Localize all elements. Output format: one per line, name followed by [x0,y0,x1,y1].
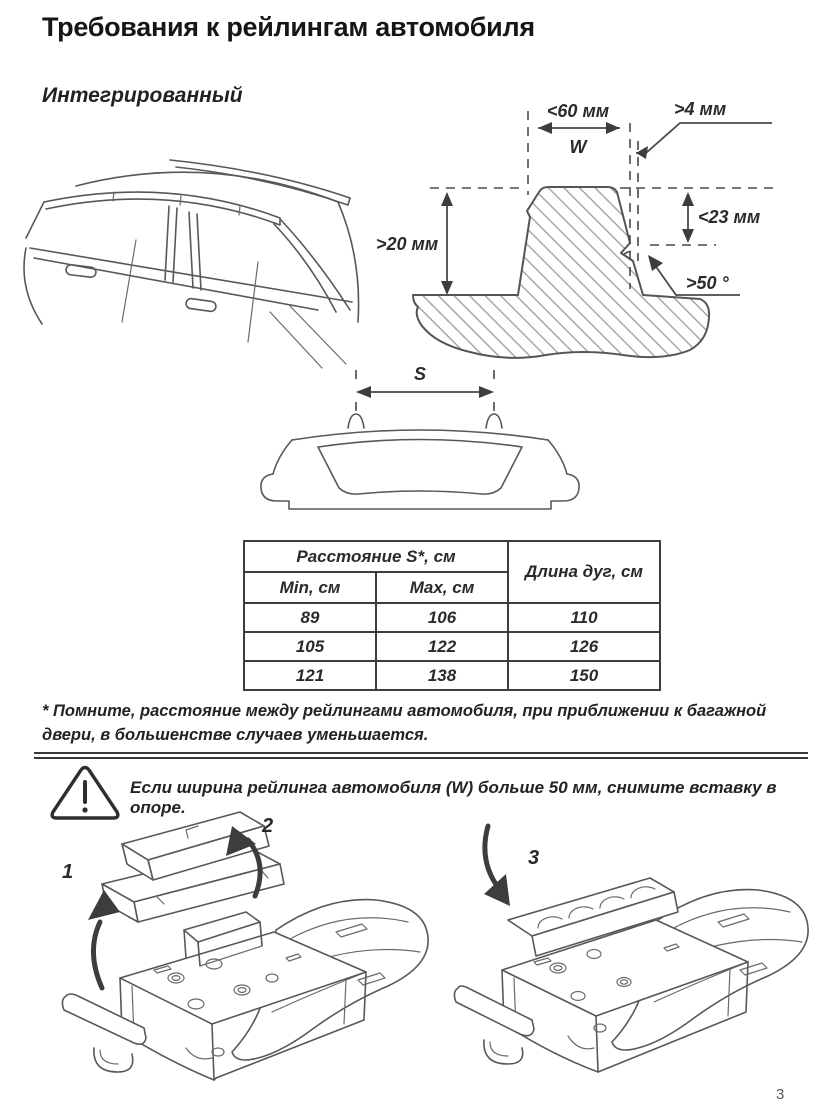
label-edge-gap: >4 мм [674,99,727,119]
insert-removal-illustration [36,800,444,1102]
section-divider [34,752,808,759]
cell-arc: 110 [508,603,660,632]
cell-arc: 150 [508,661,660,690]
car-side-view-illustration [18,140,384,372]
label-width-max: <60 мм [546,101,610,121]
table-header-arc-length: Длина дуг, см [508,541,660,603]
cell-min: 121 [244,661,376,690]
label-rail-height: >20 мм [376,234,439,254]
cell-min: 89 [244,603,376,632]
table-row [244,603,660,632]
table-row [244,632,660,661]
cell-arc: 126 [508,632,660,661]
rail-cross-section-diagram [368,93,833,385]
cell-min: 105 [244,632,376,661]
step-1-label: 1 [62,861,74,883]
step-2-label: 2 [262,815,274,837]
label-angle: >50 ° [686,273,729,293]
table-subheader-max: Max, см [376,572,508,603]
table-header-span: Расстояние S*, см [244,541,508,572]
rail-profile-shape [413,187,709,358]
insert-installed-illustration [450,820,820,1110]
clamp-bar [454,986,534,1036]
section-subtitle: Интегрированный [42,84,243,107]
table-row [244,661,660,690]
cell-max: 138 [376,661,508,690]
label-width-symbol: W [569,137,587,157]
cell-max: 122 [376,632,508,661]
label-side-height: <23 мм [698,207,761,227]
footnote-text: * Помните, расстояние между рейлингами автомобиля, при приближении к багажной двери, в большенстве случаев уменьшается. [42,702,767,744]
warning-text: Если ширина рейлинга автомобиля (W) больше 50 мм, снимите вставку в опоре. [130,778,777,817]
page-title: Требования к рейлингам автомобиля [42,12,535,42]
step3-arrow [485,826,500,890]
table-subheader-min: Min, см [244,572,376,603]
step-3-label: 3 [528,847,540,869]
page-number: 3 [776,1086,785,1103]
cell-max: 106 [376,603,508,632]
step1-arrow [93,922,102,988]
label-span: S [413,364,427,384]
car-rear-view-diagram [252,358,587,530]
dimensions-table [243,540,661,691]
